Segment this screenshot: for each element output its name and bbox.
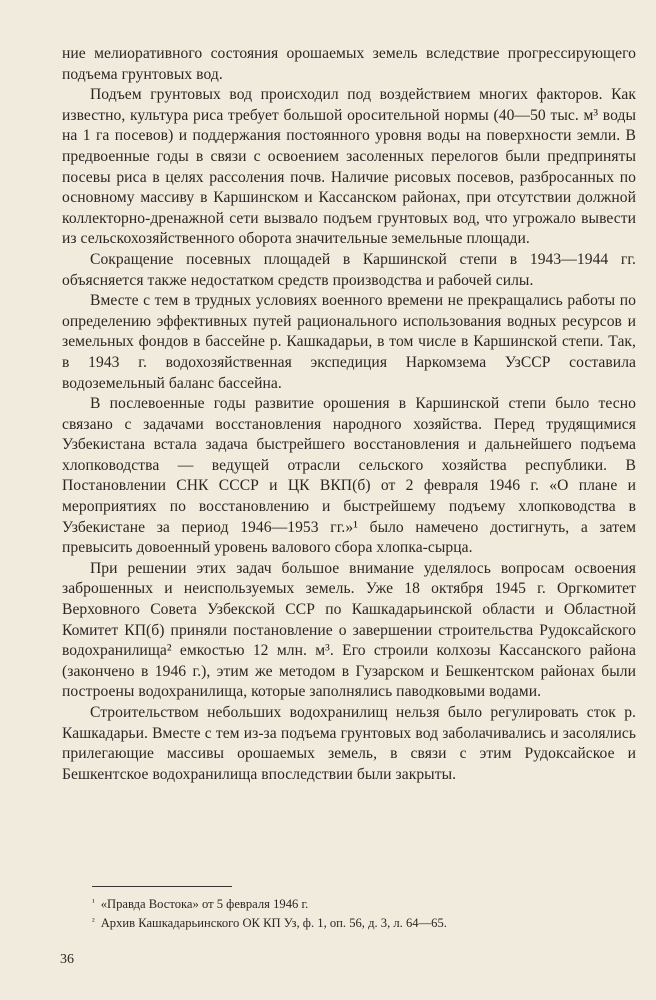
paragraph: Строительством небольших водохранилищ нельзя было регулировать сток р. Кашкадарьи. Вместе с тем из-за подъема грунтовых вод заболачивались и засолялись прилегающие массивы орошаемых земель, в связи с этим Рудоксайское и Бешкентское водохранилища впоследствии были закрыты. [62, 704, 636, 783]
footnote-text: Архив Кашкадарьинского ОК КП Уз, ф. 1, оп. 56, д. 3, л. 64—65. [100, 916, 447, 930]
paragraph: Подъем грунтовых вод происходил под воздействием многих факторов. Как известно, культура риса требует большой оросительной нормы (40—50 тыс. м³ воды на 1 га посевов) и поддержания постоянного уровня воды на поверхности земли. В предвоенные годы в связи с освоением засоленных перелогов были предприняты посевы риса в целях рассоления почв. Наличие рисовых посевов, разбросанных по основному массиву в Каршинском и Кассанском районах, при отсутствии должной коллекторно-дренажной сети вызвало подъем грунтовых вод, что угрожало вывести из сельскохозяйственного оборота значительные земельные площади. [62, 86, 636, 248]
footnote-mark: ¹ [92, 897, 95, 907]
paragraph: Сокращение посевных площадей в Каршинской степи в 1943—1944 гг. объясняется также недостатком средств производства и рабочей силы. [62, 250, 636, 289]
footnote [92, 913, 612, 932]
footnote-divider [92, 886, 232, 887]
paragraph: ние мелиоративного состояния орошаемых земель вследствие прогрессирующего подъема грунтовых вод. [62, 45, 636, 83]
paragraph: Вместе с тем в трудных условиях военного времени не прекращались работы по определению эффективных путей рационального использования водных ресурсов и земельных фондов в бассейне р. Кашкадарьи, в том числе в Каршинской степи. Так, в 1943 г. водохозяйственная экспедиция Наркомзема УзССР составила водоземельный баланс бассейна. [62, 292, 636, 392]
footnote-text: «Правда Востока» от 5 февраля 1946 г. [100, 897, 309, 911]
paragraph: При решении этих задач большое внимание уделялось вопросам освоения заброшенных и неиспользуемых земель. Уже 18 октября 1945 г. Оргкомитет Верховного Совета Узбекской ССР по Кашкадарьинской области и Областной Комитет КП(б) приняли постановление о завершении строительства Рудоксайского водохранилища² емкостью 12 млн. м³. Его строили колхозы Кассанского района (закончено в 1946 г.), этим же методом в Гузарском и Бешкентском районах были построены водохранилища, которые заполнялись паводковыми водами. [62, 559, 636, 701]
page-number: 36 [60, 952, 74, 967]
footnote [92, 894, 612, 913]
footnotes [92, 894, 612, 932]
page-body [62, 44, 636, 785]
footnote-mark: ² [92, 916, 95, 926]
paragraph: В послевоенные годы развитие орошения в Каршинской степи было тесно связано с задачами восстановления народного хозяйства. Перед трудящимися Узбекистана встала задача быстрейшего восстановления и дальнейшего подъема хлопководства — ведущей отрасли сельского хозяйства республики. В Постановлении СНК СССР и ЦК ВКП(б) от 2 февраля 1946 г. «О плане и мероприятиях по восстановлению и быстрейшему подъему хлопководства в Узбекистане за период 1946—1953 гг.»¹ было намечено достигнуть, а затем превысить довоенный уровень валового сбора хлопка-сырца. [62, 395, 636, 557]
